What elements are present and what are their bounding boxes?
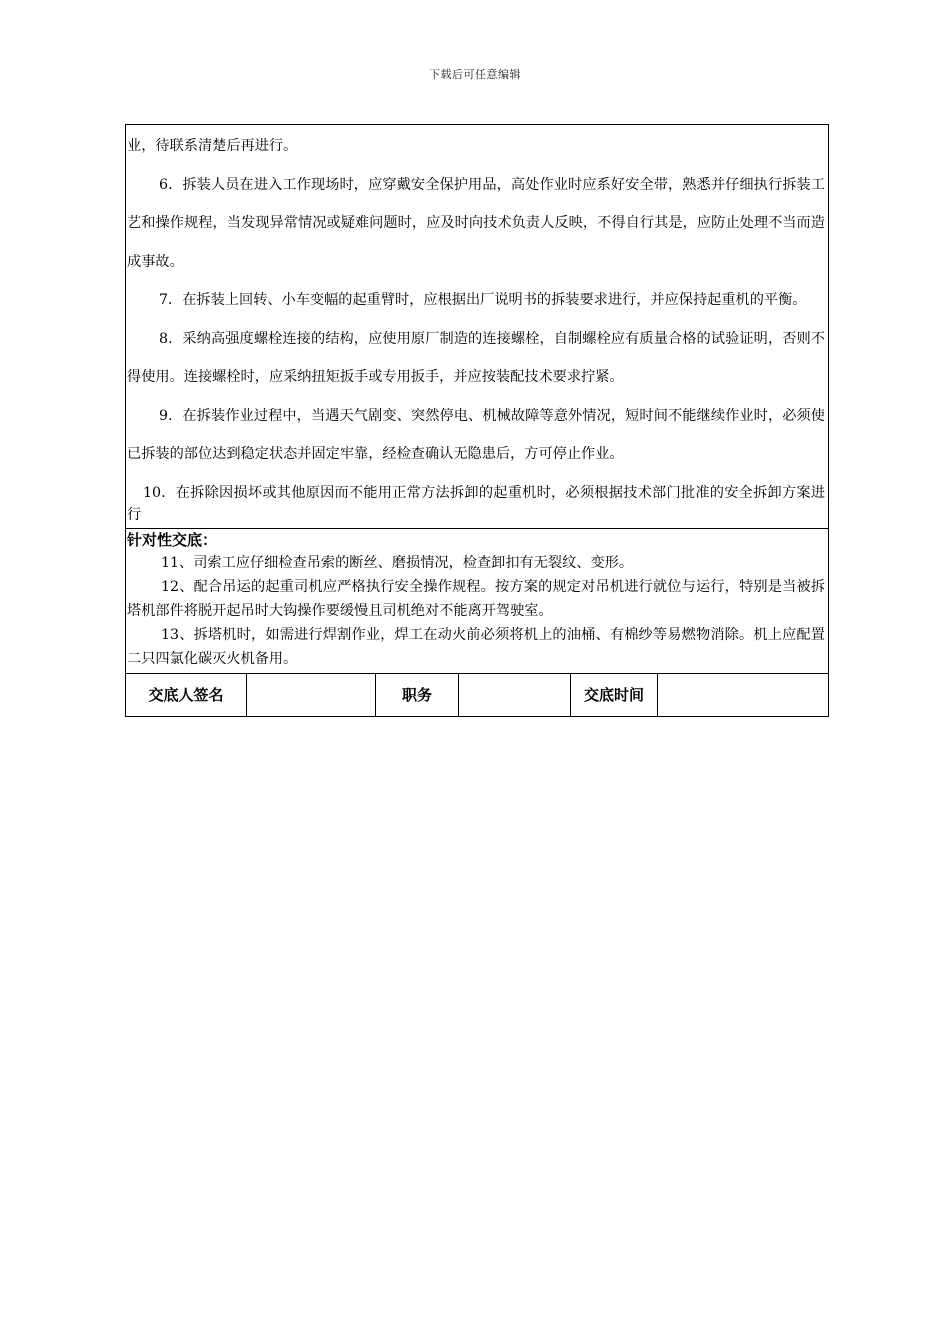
paragraph-item-9: 9．在拆装作业过程中，当遇天气剧变、突然停电、机械故障等意外情况，短时间不能继续作业时，必须使已拆装的部位达到稳定状态并固定牢靠，经检查确认无隐患后，方可停止作业。 [127, 407, 825, 462]
targeted-item-13: 13、拆塔机时，如需进行焊割作业，焊工在动火前必须将机上的油桶、有棉纱等易燃物消除。机上应配置二只四氯化碳灭火机备用。 [127, 626, 825, 667]
presenter-signature-label: 交底人签名 [126, 674, 247, 716]
paragraph-item-6: 6．拆装人员在进入工作现场时，应穿戴安全保护用品，高处作业时应系好安全带，熟悉并仔细执行拆装工艺和操作规程，当发现异常情况或疑难问题时，应及时向技术负责人反映，不得自行其是，应防止处理不当而造成事故。 [127, 176, 825, 270]
targeted-item-12: 12、配合吊运的起重司机应严格执行安全操作规程。按方案的规定对吊机进行就位与运行，特别是当被拆塔机部件将脱开起吊时大钩操作要缓慢且司机绝对不能离开驾驶室。 [127, 578, 825, 619]
targeted-disclosure-section [126, 529, 828, 674]
presenter-signature-field[interactable] [247, 674, 376, 716]
position-field[interactable] [459, 674, 571, 716]
targeted-item-11: 11、司索工应仔细检查吊索的断丝、磨损情况，检查卸扣有无裂纹、变形。 [161, 554, 634, 571]
targeted-disclosure-title: 针对性交底： [127, 530, 218, 549]
paragraph-item-7: 7．在拆装上回转、小车变幅的起重臂时，应根据出厂说明书的拆装要求进行，并应保持起重机的平衡。 [159, 292, 807, 308]
position-label: 职务 [376, 674, 459, 716]
paragraph-item-10: 10．在拆除因损坏或其他原因而不能用正常方法拆卸的起重机时，必须根据技术部门批准的安全拆卸方案进行 [127, 484, 825, 523]
disclosure-time-field[interactable] [658, 674, 828, 716]
disclosure-time-label: 交底时间 [571, 674, 658, 716]
page-header-note: 下载后可任意编辑 [429, 68, 521, 81]
signature-row [126, 674, 828, 716]
general-requirements-section [126, 125, 828, 529]
disclosure-table [125, 124, 829, 717]
paragraph-continuation: 业，待联系清楚后再进行。 [127, 138, 298, 154]
paragraph-item-8: 8．采纳高强度螺栓连接的结构，应使用原厂制造的连接螺栓，自制螺栓应有质量合格的试验证明，否则不得使用。连接螺栓时，应采纳扭矩扳手或专用扳手，并应按装配技术要求拧紧。 [127, 330, 825, 385]
